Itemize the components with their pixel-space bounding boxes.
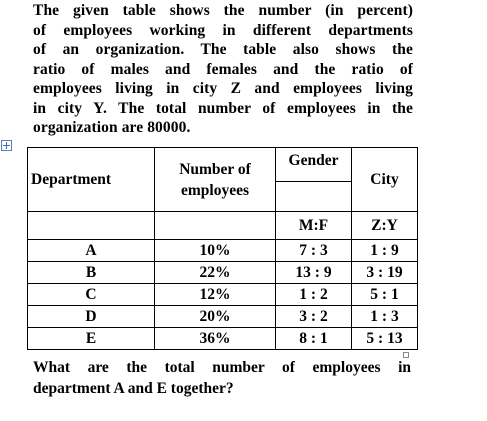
intro-line: The given table shows the number (in percent) (33, 2, 413, 19)
table-row (28, 240, 418, 262)
data-table (27, 147, 418, 350)
problem-statement (33, 1, 413, 138)
pct-cell: 10% (155, 240, 276, 262)
mf-cell: 3 : 2 (276, 306, 352, 328)
header-number-line1: Number of (179, 160, 251, 178)
dept-cell: D (28, 306, 155, 328)
dept-cell: A (28, 240, 155, 262)
intro-line: of an organization. The table also shows the (33, 41, 413, 58)
table-row (28, 328, 418, 350)
zy-cell: 3 : 19 (352, 262, 418, 284)
header-gender-blank (276, 182, 352, 212)
intro-line: organization are 80000. (33, 119, 191, 136)
question-line: What are the total number of employees in (33, 359, 411, 376)
question (33, 357, 411, 399)
question-line: department A and E together? (33, 380, 234, 397)
zy-cell: 1 : 9 (352, 240, 418, 262)
table-row (28, 306, 418, 328)
subheader-mf: M:F (276, 212, 352, 240)
table-subheader-row (28, 212, 418, 240)
table-header-row (28, 148, 418, 182)
subheader-zy: Z:Y (352, 212, 418, 240)
zy-cell: 5 : 1 (352, 284, 418, 306)
pct-cell: 22% (155, 262, 276, 284)
table-row (28, 262, 418, 284)
header-number-line2: employees (180, 181, 249, 199)
pct-cell: 12% (155, 284, 276, 306)
move-arrows-icon[interactable] (1, 140, 12, 151)
zy-cell: 1 : 3 (352, 306, 418, 328)
dept-cell: C (28, 284, 155, 306)
zy-cell: 5 : 13 (352, 328, 418, 350)
mf-cell: 13 : 9 (276, 262, 352, 284)
subheader-blank (155, 212, 276, 240)
pct-cell: 20% (155, 306, 276, 328)
mf-cell: 1 : 2 (276, 284, 352, 306)
intro-line: ratio of males and females and the ratio of (33, 60, 413, 78)
intro-line: in city Y. The total number of employees in the (33, 99, 413, 117)
header-gender: Gender (276, 148, 352, 182)
header-city: City (352, 148, 418, 212)
table-row (28, 284, 418, 306)
dept-cell: E (28, 328, 155, 350)
mf-cell: 7 : 3 (276, 240, 352, 262)
mf-cell: 8 : 1 (276, 328, 352, 350)
pct-cell: 36% (155, 328, 276, 350)
header-department: Department (28, 148, 155, 212)
dept-cell: B (28, 262, 155, 284)
subheader-blank (28, 212, 155, 240)
intro-line: of employees working in different departments (33, 21, 413, 39)
header-number-of-employees (155, 148, 276, 212)
intro-line: employees living in city Z and employees living (33, 80, 413, 97)
